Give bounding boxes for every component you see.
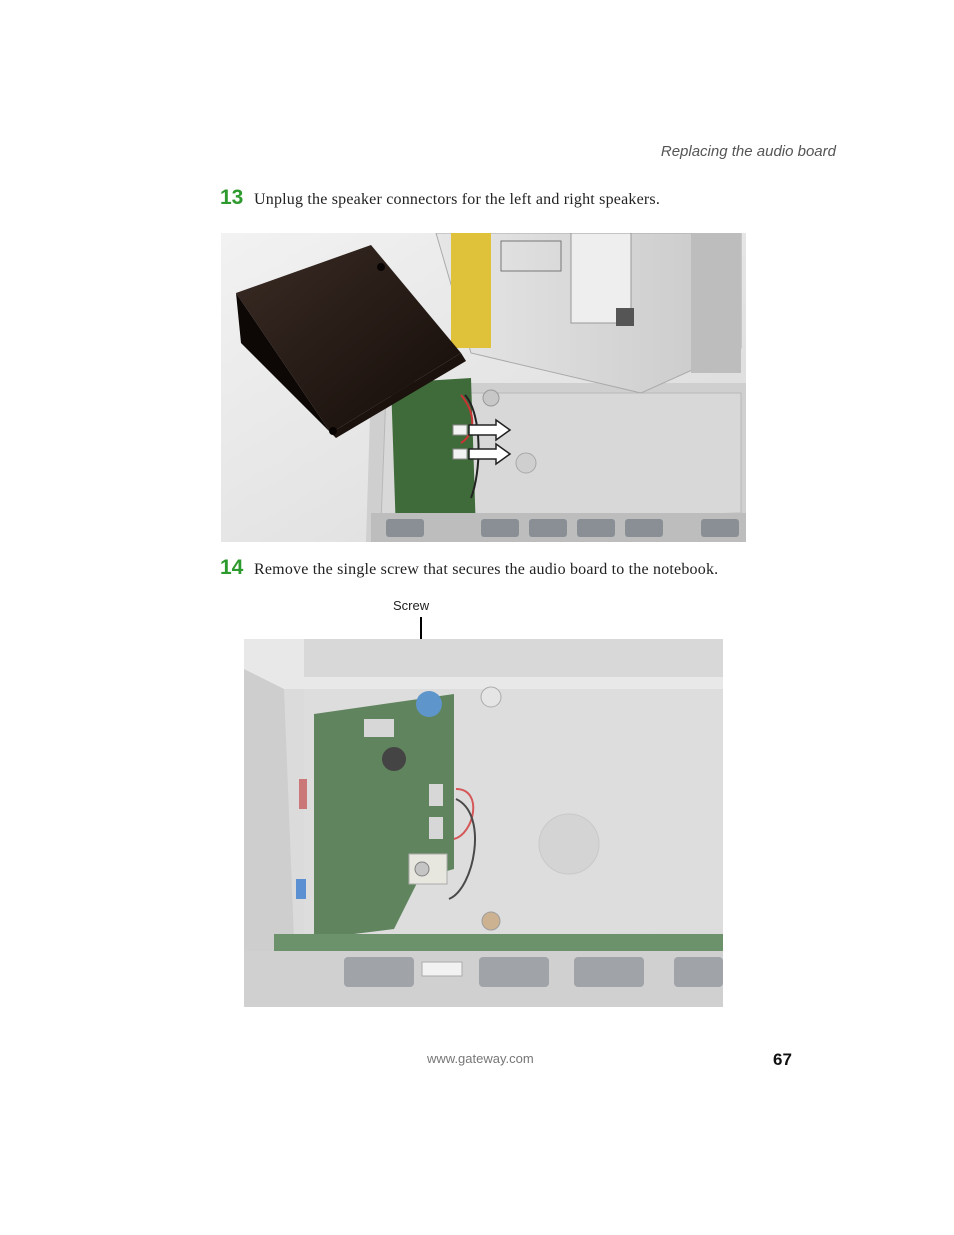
step-number: 13 bbox=[220, 186, 244, 209]
screw-callout-label: Screw bbox=[393, 598, 430, 613]
page-number: 67 bbox=[773, 1050, 792, 1069]
speaker-connectors-illustration bbox=[221, 233, 746, 542]
audio-board-screw-photo bbox=[244, 639, 723, 1007]
step-13 bbox=[220, 186, 660, 210]
audio-board-illustration bbox=[244, 639, 723, 1007]
step-number: 14 bbox=[220, 556, 244, 579]
step-text: Remove the single screw that secures the audio board to the notebook. bbox=[254, 561, 719, 578]
speaker-connectors-photo bbox=[221, 233, 746, 542]
step-14 bbox=[220, 556, 718, 580]
step-text: Unplug the speaker connectors for the left and right speakers. bbox=[254, 191, 661, 208]
running-head: Replacing the audio board bbox=[660, 143, 836, 160]
footer-url: www.gateway.com bbox=[427, 1051, 534, 1066]
